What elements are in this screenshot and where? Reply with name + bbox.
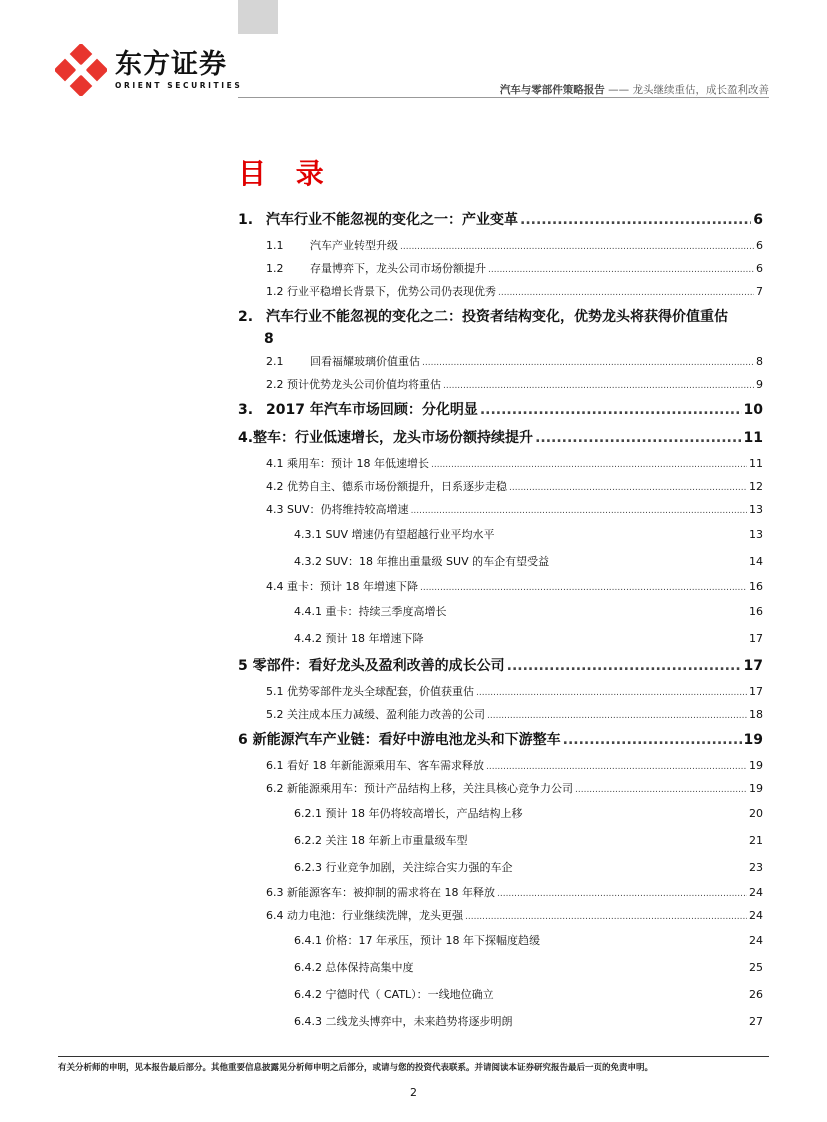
toc-page: 6 [756,262,763,275]
toc-page: 24 [749,934,763,947]
logo-english-name: ORIENT SECURITIES [115,81,243,90]
toc-entry-4-3-1[interactable]: 4.3.1 SUV 增速仍有望超越行业平均水平 13 [238,521,763,548]
toc-page: 11 [743,430,763,446]
toc-page: 8 [756,355,763,368]
header-separator: —— [608,84,630,96]
toc-entry-1-1[interactable]: 1.1 汽车产业转型升级 ..... 6 [238,234,763,257]
toc-entry-6-2-1[interactable]: 6.2.1 预计 18 年仍将较高增长，产品结构上移 20 [238,800,763,827]
toc-entry-4-3-2[interactable]: 4.3.2 SUV：18 年推出重量级 SUV 的车企有望受益 14 [238,548,763,575]
toc-entry-6-1[interactable]: 6.1 看好 18 年新能源乘用车、客车需求释放 ..... 19 [238,754,763,777]
toc-entry-4-3[interactable]: 4.3 SUV：仍将维持较高增速 ..... 13 [238,498,763,521]
report-header [500,82,769,97]
footer-divider [58,1056,769,1057]
toc-entry-6-3[interactable]: 6.3 新能源客车：被抑制的需求将在 18 年释放 ..... 24 [238,881,763,904]
toc-page: 14 [749,555,763,568]
header-divider [238,97,769,98]
toc-page: 26 [749,988,763,1001]
toc-entry-4-4-1[interactable]: 4.4.1 重卡：持续三季度高增长 16 [238,598,763,625]
toc-entry-6[interactable]: 6 新能源汽车产业链：看好中游电池龙头和下游整车 ..... 19 [238,726,763,754]
toc-entry-6-4[interactable]: 6.4 动力电池：行业继续洗牌，龙头更强 ..... 24 [238,904,763,927]
toc-page: 17 [749,685,763,698]
toc-entry-4-1[interactable]: 4.1 乘用车：预计 18 年低速增长 ..... 11 [238,452,763,475]
toc-page: 8 [264,331,274,347]
toc-page: 6 [753,212,763,228]
toc-entry-4-4-2[interactable]: 4.4.2 预计 18 年增速下降 17 [238,625,763,652]
toc-page: 11 [749,457,763,470]
toc-page: 21 [749,834,763,847]
toc-entry-6-4-3[interactable]: 6.4.3 二线龙头博弈中，未来趋势将逐步明朗 27 [238,1008,763,1035]
toc-entry-6-2-2[interactable]: 6.2.2 关注 18 年新上市重量级车型 21 [238,827,763,854]
header-corner-block [238,0,278,34]
toc-entry-6-4-1[interactable]: 6.4.1 价格：17 年承压，预计 18 年下探幅度趋缓 24 [238,927,763,954]
disclaimer-note: 有关分析师的申明，见本报告最后部分。其他重要信息披露见分析师申明之后部分，或请与您的投资代表联系。并请阅读本证券研究报告最后一页的免责申明。 [58,1063,654,1073]
toc-page: 16 [749,605,763,618]
toc-page: 12 [749,480,763,493]
page-number: 2 [410,1086,417,1099]
toc-page: 17 [743,658,763,674]
report-type: 汽车与零部件策略报告 [499,84,605,96]
toc-entry-3[interactable]: 3. 2017 年汽车市场回顾：分化明显 ..... 10 [238,396,763,424]
orient-securities-logo-icon [55,44,107,96]
toc-page: 20 [749,807,763,820]
toc-page: 6 [756,239,763,252]
toc-entry-2-1[interactable]: 2.1 回看福耀玻璃价值重估 ..... 8 [238,350,763,373]
toc-entry-5-1[interactable]: 5.1 优势零部件龙头全球配套，价值获重估 ..... 17 [238,680,763,703]
toc-page: 27 [749,1015,763,1028]
toc-entry-1-2[interactable]: 1.2 存量博弈下，龙头公司市场份额提升 ..... 6 [238,257,763,280]
toc-page: 16 [749,580,763,593]
toc-entry-2-2[interactable]: 2.2 预计优势龙头公司价值均将重估 ..... 9 [238,373,763,396]
toc-page: 24 [749,909,763,922]
toc-page: 25 [749,961,763,974]
toc-page: 19 [749,782,763,795]
toc-page: 13 [749,528,763,541]
toc-page: 24 [749,886,763,899]
logo-chinese-name: 东方证券 [115,49,227,80]
toc-entry-4-4[interactable]: 4.4 重卡：预计 18 年增速下降 ..... 16 [238,575,763,598]
toc-entry-1[interactable]: 1. 汽车行业不能忽视的变化之一：产业变革 ..... 6 [238,206,763,234]
page-title: 目 录 [238,157,334,190]
toc-entry-6-2-3[interactable]: 6.2.3 行业竞争加剧，关注综合实力强的车企 23 [238,854,763,881]
toc-entry-6-2[interactable]: 6.2 新能源乘用车：预计产品结构上移，关注具核心竞争力公司 ..... 19 [238,777,763,800]
toc-page: 17 [749,632,763,645]
toc-page: 19 [749,759,763,772]
toc-page: 13 [749,503,763,516]
toc-page: 18 [749,708,763,721]
toc-entry-2[interactable]: 2. 汽车行业不能忽视的变化之二：投资者结构变化，优势龙头将获得价值重估 8 [238,303,763,350]
report-subtitle: 龙头继续重估，成长盈利改善 [632,84,769,96]
toc-page: 19 [743,732,763,748]
toc-entry-6-4-2b[interactable]: 6.4.2 宁德时代（ CATL）：一线地位确立 26 [238,981,763,1008]
toc-page: 10 [743,402,763,418]
table-of-contents [238,206,763,1035]
toc-entry-6-4-2[interactable]: 6.4.2 总体保持高集中度 25 [238,954,763,981]
company-logo [55,44,242,96]
toc-entry-5-2[interactable]: 5.2 关注成本压力减缓、盈利能力改善的公司 ..... 18 [238,703,763,726]
toc-page: 9 [756,378,763,391]
toc-page: 23 [749,861,763,874]
toc-page: 7 [756,285,763,298]
toc-entry-5[interactable]: 5 零部件：看好龙头及盈利改善的成长公司 ..... 17 [238,652,763,680]
toc-entry-4[interactable]: 4.整车：行业低速增长，龙头市场份额持续提升 ..... 11 [238,424,763,452]
toc-entry-1-3[interactable]: 1.2 行业平稳增长背景下，优势公司仍表现优秀 ..... 7 [238,280,763,303]
toc-entry-4-2[interactable]: 4.2 优势自主、德系市场份额提升，日系逐步走稳 ..... 12 [238,475,763,498]
